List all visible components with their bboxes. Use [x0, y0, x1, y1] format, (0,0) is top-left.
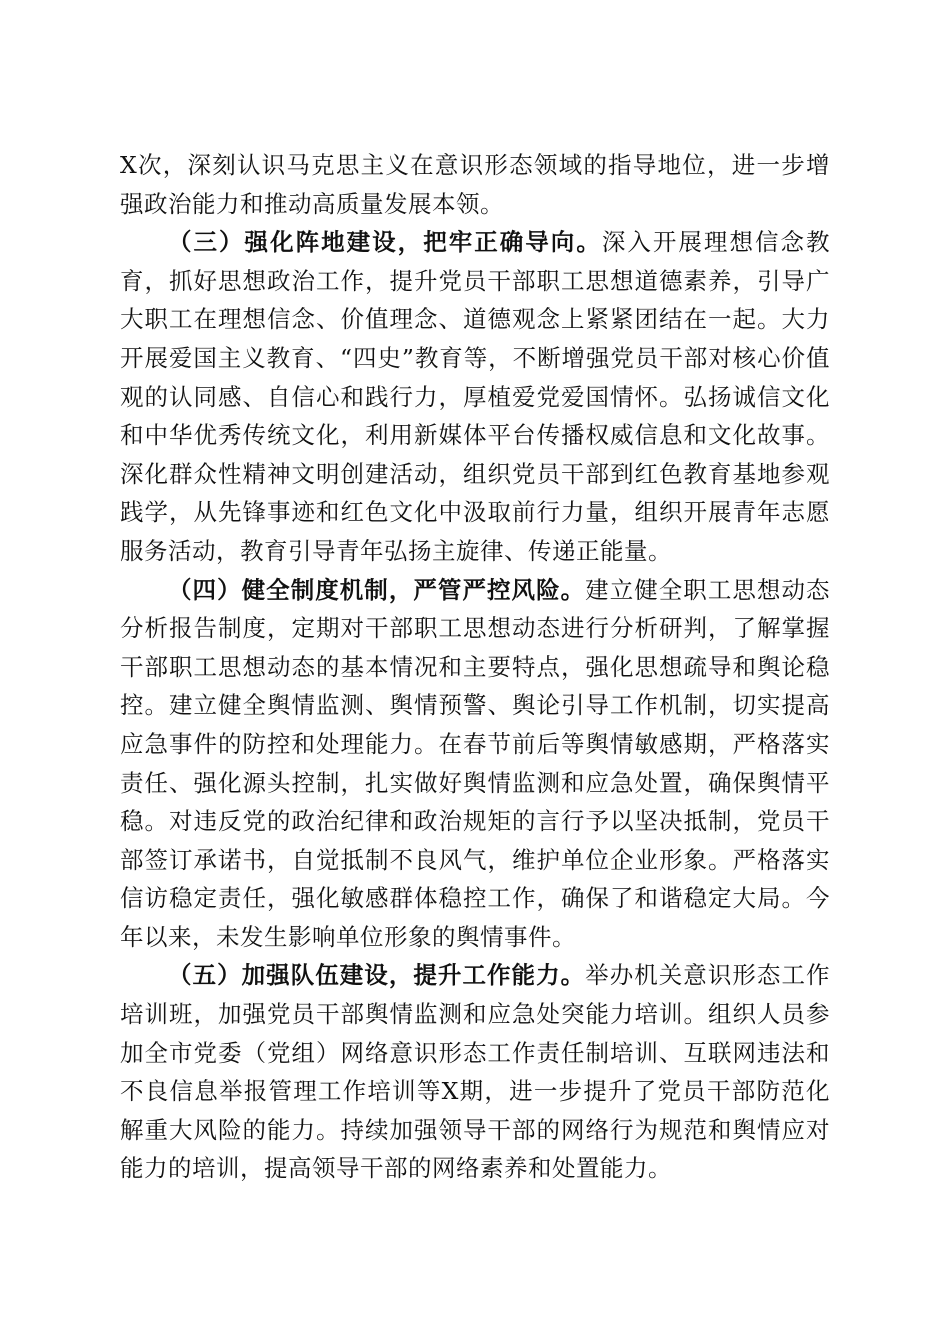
paragraph-body: X次，深刻认识马克思主义在意识形态领域的指导地位，进一步增强政治能力和推动高质量发展本领。 — [120, 151, 830, 218]
section-heading: （五）加强队伍建设，提升工作能力。 — [168, 961, 586, 990]
section-heading: （四）健全制度机制，严管严控风险。 — [168, 575, 586, 604]
paragraph-body: 举办机关意识形态工作培训班，加强党员干部舆情监测和应急处突能力培训。组织人员参加全市党委（党组）网络意识形态工作责任制培训、互联网违法和不良信息举报管理工作培训等X期，进一步提升了党员干部防范化解重大风险的能力。持续加强领导干部的网络行为规范和舆情应对能力的培训，提高领导干部的网络素养和处置能力。 — [120, 961, 831, 1183]
paragraph-body: 深入开展理想信念教育，抓好思想政治工作，提升党员干部职工思想道德素养，引导广大职工在理想信念、价值理念、道德观念上紧紧团结在一起。大力开展爱国主义教育、“四史”教育等，不断增强党员干部对核心价值观的认同感、自信心和践行力，厚植爱党爱国情怀。弘扬诚信文化和中华优秀传统文化，利用新媒体平台传播权威信息和文化故事。深化群众性精神文明创建活动，组织党员干部到红色教育基地参观践学，从先锋事迹和红色文化中汲取前行力量，组织开展青年志愿服务活动，教育引导青年弘扬主旋律、传递正能量。 — [120, 228, 831, 565]
section-heading: （三）强化阵地建设，把牢正确导向。 — [168, 228, 602, 257]
paragraph-section-5 — [120, 956, 830, 1188]
paragraph-body: 建立健全职工思想动态分析报告制度，定期对干部职工思想动态进行分析研判，了解掌握干部职工思想动态的基本情况和主要特点，强化思想疏导和舆论稳控。建立健全舆情监测、舆情预警、舆论引导工作机制，切实提高应急事件的防控和处理能力。在春节前后等舆情敏感期，严格落实责任、强化源头控制，扎实做好舆情监测和应急处置，确保舆情平稳。对违反党的政治纪律和政治规矩的言行予以坚决抵制，党员干部签订承诺书，自觉抵制不良风气，维护单位企业形象。严格落实信访稳定责任，强化敏感群体稳控工作，确保了和谐稳定大局。今年以来，未发生影响单位形象的舆情事件。 — [120, 575, 831, 951]
paragraph-section-3 — [120, 223, 830, 570]
paragraph-continuation — [120, 146, 830, 223]
paragraph-section-4 — [120, 571, 830, 957]
document-page — [120, 146, 830, 1188]
